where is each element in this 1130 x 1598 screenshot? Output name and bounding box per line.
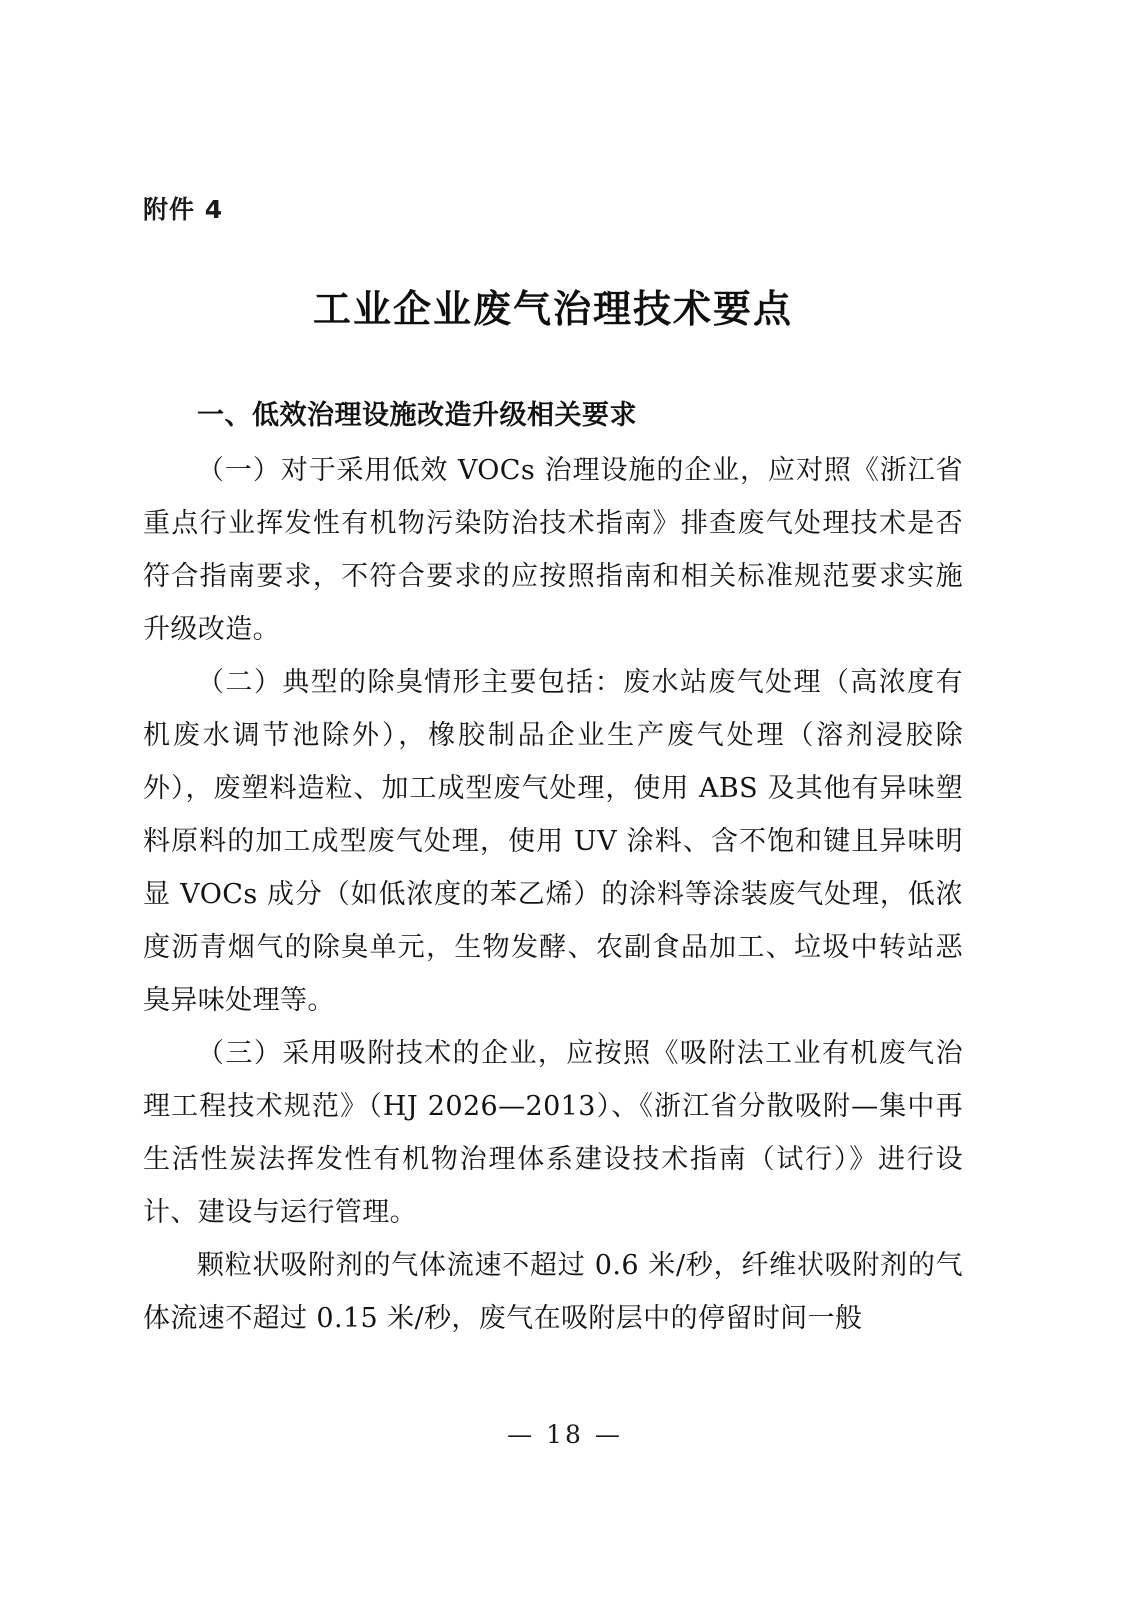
paragraph-2: （二）典型的除臭情形主要包括：废水站废气处理（高浓度有机废水调节池除外），橡胶制品企业生产废气处理（溶剂浸胶除外），废塑料造粒、加工成型废气处理，使用 ABS 及其他有异味塑料原料的加工成型废气处理，使用 UV 涂料、含不饱和键且异味明显 VOCs 成分（如低浓度的苯乙烯）的涂料等涂装废气处理，低浓度沥青烟气的除臭单元，生物发酵、农副食品加工、垃圾中转站恶臭异味处理等。 [143,667,963,1016]
page-number: — 18 — [507,1420,623,1449]
attachment-label: 附件 4 [143,195,224,224]
paragraph-4: 颗粒状吸附剂的气体流速不超过 0.6 米/秒，纤维状吸附剂的气体流速不超过 0.15 米/秒，废气在吸附层中的停留时间一般 [143,1250,963,1334]
page-content [143,190,963,1345]
paragraph-3: （三）采用吸附技术的企业，应按照《吸附法工业有机废气治理工程技术规范》（HJ 2026—2013）、《浙江省分散吸附—集中再生活性炭法挥发性有机物治理体系建设技术指南（试行）》进行设计、建设与运行管理。 [143,1038,963,1228]
paragraph-1: （一）对于采用低效 VOCs 治理设施的企业，应对照《浙江省重点行业挥发性有机物污染防治技术指南》排查废气处理技术是否符合指南要求，不符合要求的应按照指南和相关标准规范要求实施升级改造。 [143,455,963,645]
page-title: 工业企业废气治理技术要点 [312,287,793,331]
section-heading: 一、低效治理设施改造升级相关要求 [197,400,637,431]
